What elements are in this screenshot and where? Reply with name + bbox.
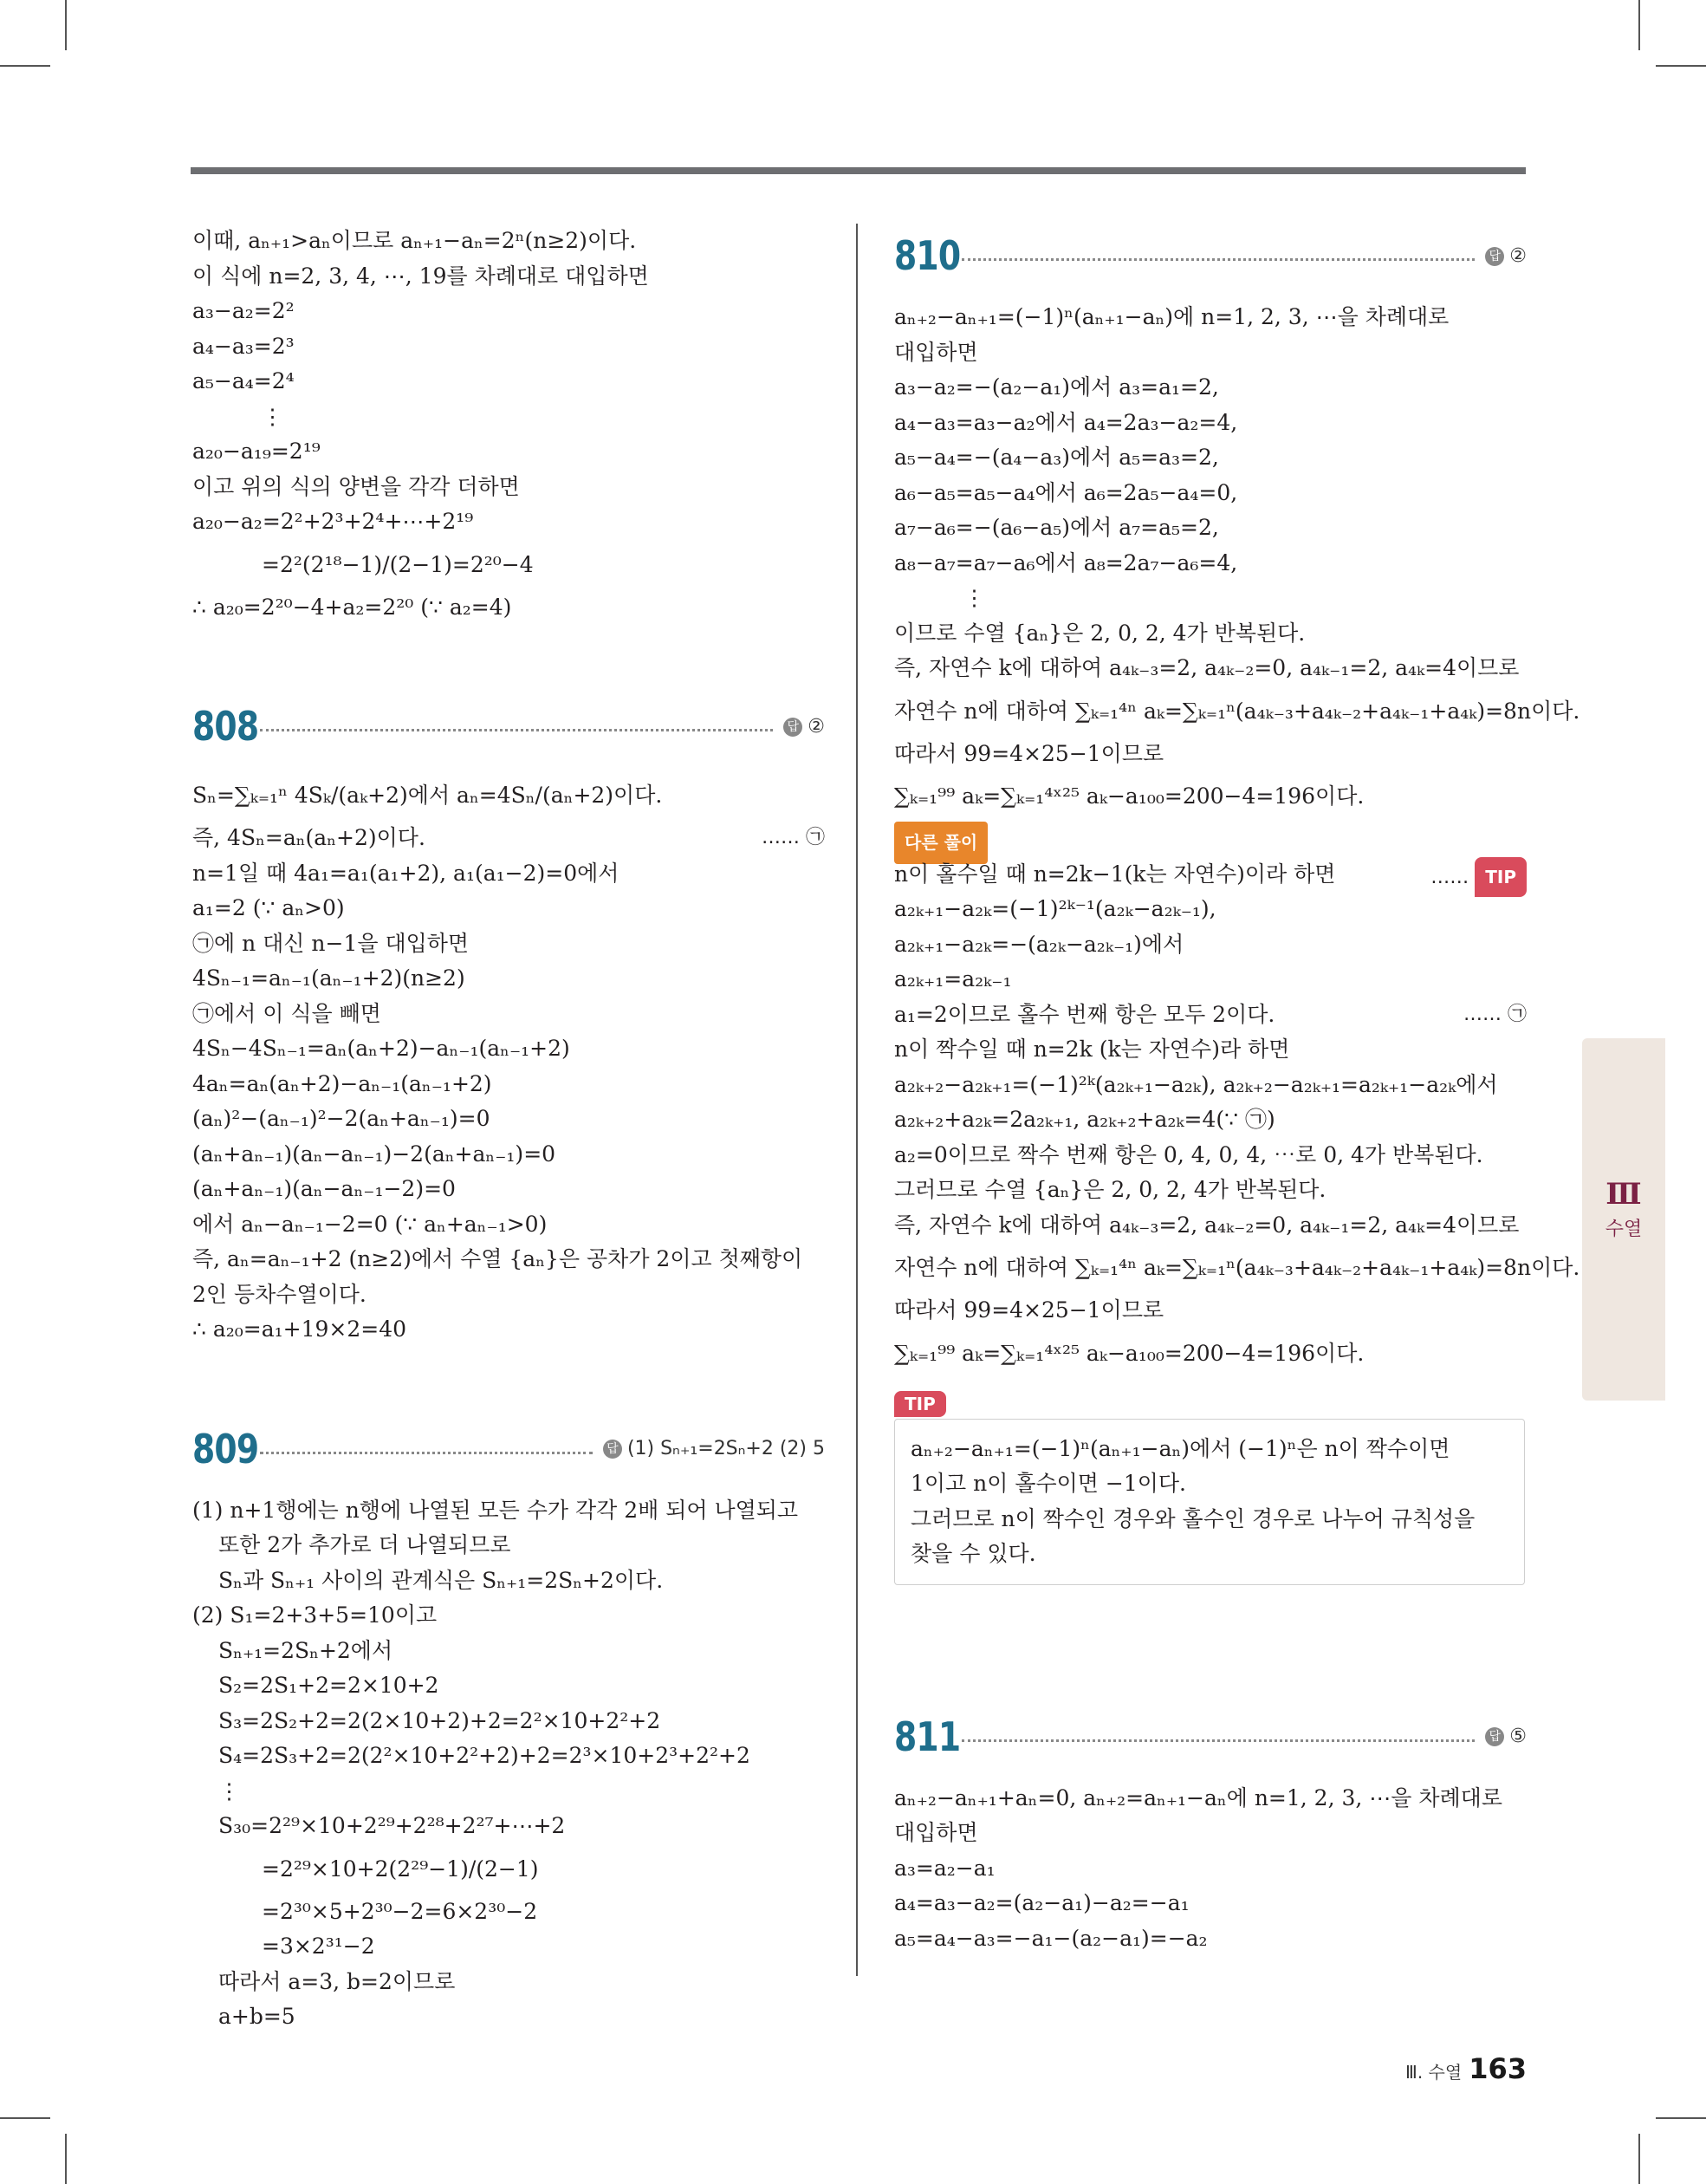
text-line: 또한 2가 추가로 더 나열되므로 — [218, 1532, 511, 1557]
spacer — [192, 625, 825, 687]
text-line: =2²(2¹⁸−1)/(2−1)=2²⁰−4 — [262, 551, 534, 577]
text-line: 찾을 수 있다. — [911, 1541, 1036, 1566]
text-line-content: a₁=2이므로 홀수 번째 항은 모두 2이다. — [894, 1001, 1275, 1027]
crop-mark — [1638, 2134, 1640, 2184]
spacer — [894, 1379, 1527, 1391]
text-line — [894, 998, 1527, 1033]
tip-marker-dots: …… — [1430, 866, 1469, 888]
text-line: 따라서 a=3, b=2이므로 — [218, 1968, 456, 1994]
crop-mark — [0, 65, 50, 67]
text-line: ∑ₖ₌₁⁹⁹ aₖ=∑ₖ₌₁⁴ˣ²⁵ aₖ−a₁₀₀=200−4=196이다. — [894, 783, 1365, 809]
text-line: =2²⁹×10+2(2²⁹−1)/(2−1) — [262, 1856, 539, 1882]
text-line: Sₙ=∑ₖ₌₁ⁿ 4Sₖ/(aₖ+2)에서 aₙ=4Sₙ/(aₙ+2)이다. — [192, 783, 663, 808]
text-line: a₅−a₄=2⁴ — [192, 368, 295, 393]
text-line: ㉠에서 이 식을 빼면 — [192, 1000, 381, 1026]
tip-section — [894, 1391, 1527, 1585]
answer — [603, 1438, 825, 1459]
text-line-content: n이 홀수일 때 n=2k−1(k는 자연수)이라 하면 — [894, 861, 1336, 887]
answer — [1485, 245, 1527, 267]
text-line: a₃−a₂=−(a₂−a₁)에서 a₃=a₁=2, — [894, 374, 1219, 400]
left-column — [192, 224, 825, 2035]
crop-mark — [65, 0, 67, 50]
text-line: a₄−a₃=a₃−a₂에서 a₄=2a₃−a₂=4, — [894, 409, 1238, 435]
problem-number: 808 — [192, 703, 259, 750]
text-line: 4Sₙ−4Sₙ₋₁=aₙ(aₙ+2)−aₙ₋₁(aₙ₋₁+2) — [192, 1036, 570, 1061]
text-line: 이때, aₙ₊₁>aₙ이므로 aₙ₊₁−aₙ=2ⁿ(n≥2)이다. — [192, 228, 637, 253]
chapter-numeral: Ⅲ — [1605, 1177, 1642, 1212]
text-line: 자연수 n에 대하여 ∑ₖ₌₁⁴ⁿ aₖ=∑ₖ₌₁ⁿ(a₄ₖ₋₃+a₄ₖ₋₂+a₄ₖ₋₁+a₄ₖ)=8n이다. — [894, 698, 1580, 724]
problem-808 — [192, 694, 825, 1348]
crop-mark — [65, 2134, 67, 2184]
text-line: 따라서 99=4×25−1이므로 — [894, 1297, 1164, 1323]
problem-number: 810 — [894, 232, 961, 279]
text-line: aₙ₊₂−aₙ₊₁=(−1)ⁿ(aₙ₊₁−aₙ)에 n=1, 2, 3, ⋯을 차례대로 — [894, 304, 1450, 329]
text-line: (1) n+1행에는 n행에 나열된 모든 수가 각각 2배 되어 나열되고 — [192, 1497, 799, 1523]
chapter-label: 수열 — [1605, 1219, 1643, 1240]
tip-marker-badge: TIP — [1475, 857, 1527, 898]
text-line: ⋮ — [218, 1778, 240, 1804]
crop-mark — [1656, 65, 1706, 67]
text-line: ⋮ — [963, 585, 985, 610]
text-line: a₂₀−a₁₉=2¹⁹ — [192, 439, 321, 464]
crop-mark — [0, 2117, 50, 2119]
tip-marker — [1430, 857, 1527, 898]
text-line: a₁=2 (∵ aₙ>0) — [192, 895, 345, 920]
text-line: 자연수 n에 대하여 ∑ₖ₌₁⁴ⁿ aₖ=∑ₖ₌₁ⁿ(a₄ₖ₋₃+a₄ₖ₋₂+a₄ₖ₋₁+a₄ₖ)=8n이다. — [894, 1255, 1580, 1280]
footer-chapter: Ⅲ. 수열 — [1405, 2062, 1463, 2083]
text-line: a₂ₖ₊₁−a₂ₖ=(−1)²ᵏ⁻¹(a₂ₖ−a₂ₖ₋₁), — [894, 896, 1216, 921]
text-line: a₅−a₄=−(a₄−a₃)에서 a₅=a₃=2, — [894, 445, 1219, 470]
equation-marker: …… ㉠ — [762, 827, 825, 848]
problem-header — [192, 694, 825, 758]
text-line: a+b=5 — [218, 2004, 295, 2029]
text-line: a₆−a₅=a₅−a₄에서 a₆=2a₅−a₄=0, — [894, 479, 1238, 505]
text-line: 대입하면 — [894, 1820, 978, 1845]
answer-mark-icon: 답 — [783, 718, 802, 737]
leader-dots — [260, 728, 773, 731]
text-line: a₄=a₃−a₂=(a₂−a₁)−a₂=−a₁ — [894, 1890, 1190, 1915]
text-line: ∴ a₂₀=2²⁰−4+a₂=2²⁰ (∵ a₂=4) — [192, 594, 512, 620]
text-line: 이므로 수열 {aₙ}은 2, 0, 2, 4가 반복된다. — [894, 620, 1306, 646]
text-line: =2³⁰×5+2³⁰−2=6×2³⁰−2 — [262, 1898, 538, 1924]
text-line: a₈−a₇=a₇−a₆에서 a₈=2a₇−a₆=4, — [894, 549, 1238, 575]
text-line: 즉, 자연수 k에 대하여 a₄ₖ₋₃=2, a₄ₖ₋₂=0, a₄ₖ₋₁=2, a₄ₖ=4이므로 — [894, 1212, 1520, 1238]
problem-809 — [192, 1417, 825, 2035]
right-column — [894, 224, 1580, 1956]
text-line: a₂ₖ₊₂−a₂ₖ₊₁=(−1)²ᵏ(a₂ₖ₊₁−a₂ₖ), a₂ₖ₊₂−a₂ₖ₊₁=a₂ₖ₊₁−a₂ₖ에서 — [894, 1071, 1498, 1097]
spacer — [894, 1585, 1527, 1698]
text-line: S₂=2S₁+2=2×10+2 — [218, 1673, 439, 1698]
text-line: 2인 등차수열이다. — [192, 1281, 366, 1307]
crop-mark — [1656, 2117, 1706, 2119]
text-line: 그러므로 n이 짝수인 경우와 홀수인 경우로 나누어 규칙성을 — [911, 1505, 1476, 1531]
leader-dots — [962, 1739, 1475, 1742]
text-line: (aₙ+aₙ₋₁)(aₙ−aₙ₋₁)−2(aₙ+aₙ₋₁)=0 — [192, 1141, 556, 1167]
text-line: a₃−a₂=2² — [192, 298, 295, 323]
top-rule — [191, 167, 1526, 174]
alt-badge-row — [894, 822, 1527, 857]
text-line: S₃₀=2²⁹×10+2²⁹+2²⁸+2²⁷+⋯+2 — [218, 1813, 566, 1838]
answer — [1485, 1726, 1527, 1747]
text-line: a₃=a₂−a₁ — [894, 1855, 996, 1881]
text-line: 4Sₙ₋₁=aₙ₋₁(aₙ₋₁+2)(n≥2) — [192, 965, 465, 991]
answer-mark-icon: 답 — [1485, 1727, 1504, 1746]
text-line: a₂=0이므로 짝수 번째 항은 0, 4, 0, 4, ⋯로 0, 4가 반복된다. — [894, 1141, 1483, 1167]
text-line: Sₙ₊₁=2Sₙ+2에서 — [218, 1637, 393, 1663]
spacer — [192, 1348, 825, 1410]
text-line-content: 즉, 4Sₙ=aₙ(aₙ+2)이다. — [192, 825, 425, 850]
column-divider — [856, 224, 858, 1976]
text-line: 이고 위의 식의 양변을 각각 더하면 — [192, 473, 520, 499]
text-line — [192, 821, 825, 856]
tip-box — [894, 1419, 1525, 1585]
leader-dots — [260, 1451, 593, 1454]
alt-solution-badge: 다른 풀이 — [894, 822, 988, 864]
answer-value: (1) Sₙ₊₁=2Sₙ+2 (2) 5 — [626, 1438, 825, 1459]
text-line: 즉, 자연수 k에 대하여 a₄ₖ₋₃=2, a₄ₖ₋₂=0, a₄ₖ₋₁=2, a₄ₖ=4이므로 — [894, 655, 1520, 680]
problem-number: 809 — [192, 1425, 259, 1472]
text-line: (aₙ+aₙ₋₁)(aₙ−aₙ₋₁−2)=0 — [192, 1176, 456, 1201]
problem-811 — [894, 1705, 1527, 1957]
crop-mark — [1638, 0, 1640, 50]
text-line: 그러므로 수열 {aₙ}은 2, 0, 2, 4가 반복된다. — [894, 1177, 1327, 1202]
answer-mark-icon: 답 — [603, 1440, 622, 1459]
text-line: ∴ a₂₀=a₁+19×2=40 — [192, 1316, 407, 1342]
text-line: a₄−a₃=2³ — [192, 333, 295, 359]
problem-header — [894, 1705, 1527, 1769]
text-line: ㉠에 n 대신 n−1을 대입하면 — [192, 930, 470, 956]
problem-number: 811 — [894, 1713, 961, 1760]
text-line: a₅=a₄−a₃=−a₁−(a₂−a₁)=−a₂ — [894, 1925, 1208, 1951]
text-line: (2) S₁=2+3+5=10이고 — [192, 1602, 438, 1628]
text-line: aₙ₊₂−aₙ₊₁=(−1)ⁿ(aₙ₊₁−aₙ)에서 (−1)ⁿ은 n이 짝수이면 — [911, 1435, 1450, 1461]
text-line: a₇−a₆=−(a₆−a₅)에서 a₇=a₅=2, — [894, 515, 1219, 540]
text-line: a₂₀−a₂=2²+2³+2⁴+⋯+2¹⁹ — [192, 509, 474, 534]
text-line: (aₙ)²−(aₙ₋₁)²−2(aₙ+aₙ₋₁)=0 — [192, 1106, 490, 1131]
alternative-solution — [894, 822, 1580, 1379]
answer-mark-icon: 답 — [1485, 247, 1504, 266]
text-line: ∑ₖ₌₁⁹⁹ aₖ=∑ₖ₌₁⁴ˣ²⁵ aₖ−a₁₀₀=200−4=196이다. — [894, 1340, 1365, 1366]
text-line: Sₙ과 Sₙ₊₁ 사이의 관계식은 Sₙ₊₁=2Sₙ+2이다. — [218, 1567, 664, 1593]
answer — [783, 716, 825, 738]
text-line: n=1일 때 4a₁=a₁(a₁+2), a₁(a₁−2)=0에서 — [192, 860, 619, 886]
text-line: a₂ₖ₊₁=a₂ₖ₋₁ — [894, 966, 1012, 991]
page-number: 163 — [1469, 2052, 1527, 2085]
text-line: aₙ₊₂−aₙ₊₁+aₙ=0, aₙ₊₂=aₙ₊₁−aₙ에 n=1, 2, 3, ⋯을 차례대로 — [894, 1784, 1502, 1810]
chapter-side-tab — [1582, 1038, 1665, 1401]
answer-value: ② — [1509, 244, 1527, 267]
text-line: 대입하면 — [894, 339, 978, 365]
answer-value: ② — [808, 715, 825, 738]
problem-header — [192, 1417, 825, 1481]
text-line: 에서 aₙ−aₙ₋₁−2=0 (∵ aₙ+aₙ₋₁>0) — [192, 1211, 548, 1237]
text-line: 즉, aₙ=aₙ₋₁+2 (n≥2)에서 수열 {aₙ}은 공차가 2이고 첫째항이 — [192, 1246, 803, 1271]
problem-810 — [894, 224, 1580, 822]
page-footer — [1386, 2052, 1527, 2085]
intro-solution — [192, 224, 825, 625]
text-line: 따라서 99=4×25−1이므로 — [894, 740, 1164, 766]
text-line: S₃=2S₂+2=2(2×10+2)+2=2²×10+2²+2 — [218, 1707, 661, 1733]
text-line — [894, 857, 1527, 893]
problem-header — [894, 224, 1527, 288]
text-line: ⋮ — [262, 403, 283, 429]
text-line: 1이고 n이 홀수이면 −1이다. — [911, 1471, 1186, 1496]
text-line: S₄=2S₃+2=2(2²×10+2²+2)+2=2³×10+2³+2²+2 — [218, 1743, 750, 1768]
text-line: 이 식에 n=2, 3, 4, ⋯, 19를 차례대로 대입하면 — [192, 263, 649, 289]
text-line: n이 짝수일 때 n=2k (k는 자연수)라 하면 — [894, 1037, 1290, 1062]
text-line: a₂ₖ₊₂+a₂ₖ=2a₂ₖ₊₁, a₂ₖ₊₂+a₂ₖ=4(∵ ㉠) — [894, 1107, 1275, 1132]
text-line: =3×2³¹−2 — [262, 1934, 375, 1959]
leader-dots — [962, 257, 1475, 261]
text-line: a₂ₖ₊₁−a₂ₖ=−(a₂ₖ−a₂ₖ₋₁)에서 — [894, 931, 1184, 957]
answer-value: ⑤ — [1509, 1726, 1527, 1747]
tip-badge: TIP — [894, 1391, 946, 1417]
equation-marker: …… ㉠ — [1463, 1003, 1527, 1025]
text-line: 4aₙ=aₙ(aₙ+2)−aₙ₋₁(aₙ₋₁+2) — [192, 1070, 492, 1096]
